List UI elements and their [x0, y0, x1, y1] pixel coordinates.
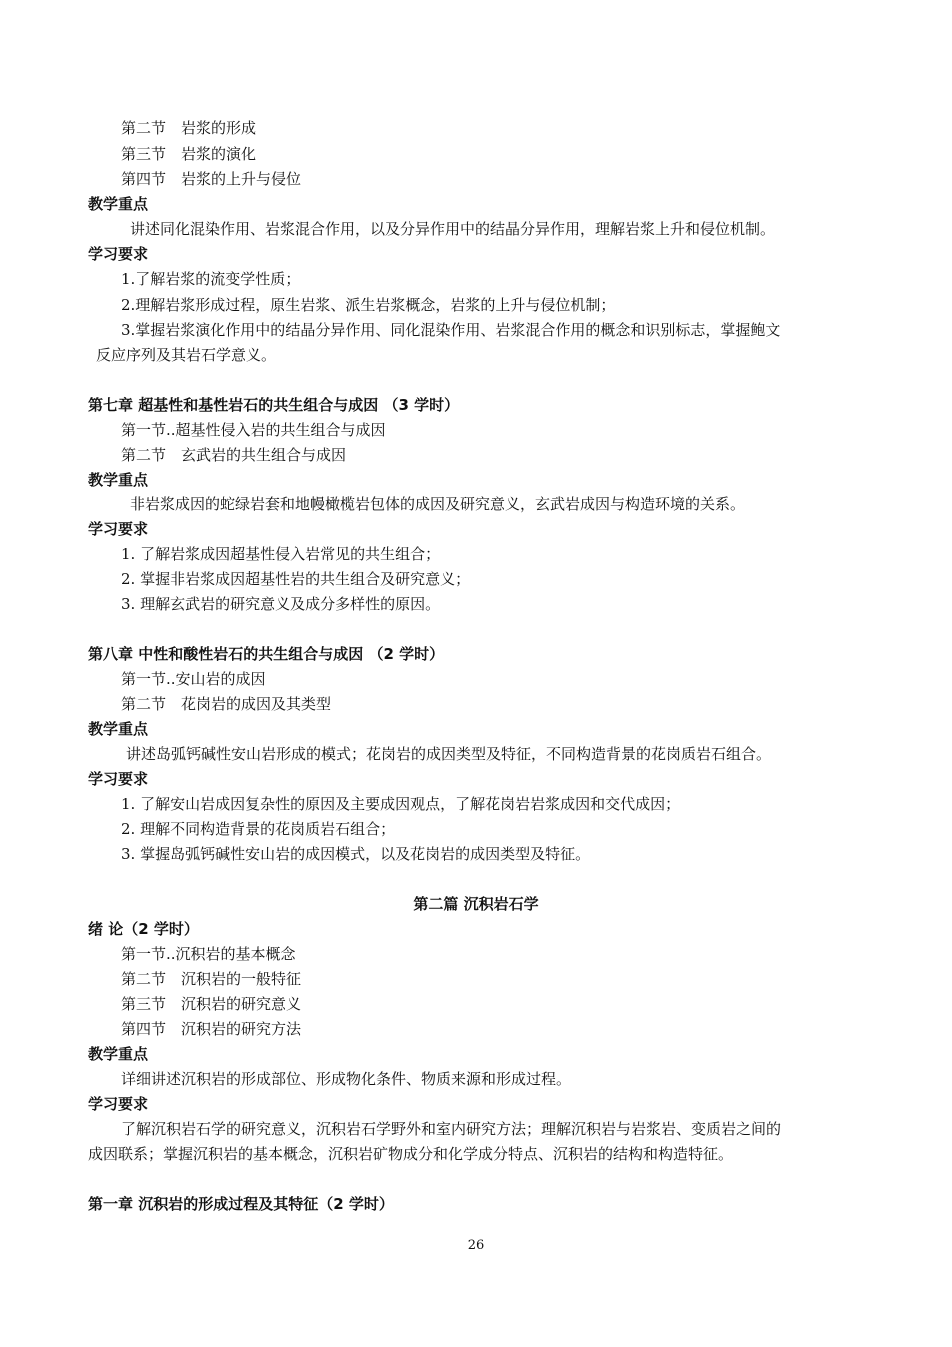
key-points-heading: 教学重点	[88, 1045, 149, 1063]
requirement-item: 反应序列及其岩石学意义。	[96, 346, 277, 364]
requirements-heading: 学习要求	[88, 770, 149, 788]
section-item: 第三节 沉积岩的研究意义	[121, 995, 302, 1013]
key-points-heading: 教学重点	[88, 195, 149, 213]
section-item: 第四节 岩浆的上升与侵位	[121, 170, 302, 188]
chapter-title: 第八章 中性和酸性岩石的共生组合与成因 （2 学时）	[88, 645, 445, 663]
key-points-heading: 教学重点	[88, 471, 149, 489]
requirement-item: 3. 掌握岛弧钙碱性安山岩的成因模式，以及花岗岩的成因类型及特征。	[121, 845, 591, 863]
key-points-text: 详细讲述沉积岩的形成部位、形成物化条件、物质来源和形成过程。	[121, 1070, 572, 1088]
section-item: 第一节..安山岩的成因	[121, 670, 266, 688]
section-item: 第二节 岩浆的形成	[121, 119, 257, 137]
section-item: 第二节 沉积岩的一般特征	[121, 970, 302, 988]
requirement-item: 2. 掌握非岩浆成因超基性岩的共生组合及研究意义；	[121, 570, 471, 588]
section-item: 第四节 沉积岩的研究方法	[121, 1020, 302, 1038]
section-item: 第一节..超基性侵入岩的共生组合与成因	[121, 421, 386, 439]
key-points-text: 讲述岛弧钙碱性安山岩形成的模式；花岗岩的成因类型及特征，不同构造背景的花岗质岩石组合。	[126, 745, 772, 763]
requirement-item: 3. 理解玄武岩的研究意义及成分多样性的原因。	[121, 595, 441, 613]
requirement-item: 1. 了解安山岩成因复杂性的原因及主要成因观点，了解花岗岩岩浆成因和交代成因；	[121, 795, 681, 813]
requirement-item: 2.理解岩浆形成过程，原生岩浆、派生岩浆概念，岩浆的上升与侵位机制；	[121, 296, 616, 314]
intro-title: 绪 论（2 学时）	[88, 920, 199, 938]
section-item: 第三节 岩浆的演化	[121, 145, 257, 163]
requirement-item: 1.了解岩浆的流变学性质；	[121, 270, 301, 288]
requirements-paragraph: 成因联系；掌握沉积岩的基本概念，沉积岩矿物成分和化学成分特点、沉积岩的结构和构造特征。	[88, 1145, 734, 1163]
requirement-item: 1. 了解岩浆成因超基性侵入岩常见的共生组合；	[121, 545, 441, 563]
requirement-item: 2. 理解不同构造背景的花岗质岩石组合；	[121, 820, 396, 838]
requirements-heading: 学习要求	[88, 1095, 149, 1113]
requirements-heading: 学习要求	[88, 245, 149, 263]
section-item: 第二节 花岗岩的成因及其类型	[121, 695, 332, 713]
requirements-paragraph: 了解沉积岩石学的研究意义，沉积岩石学野外和室内研究方法；理解沉积岩与岩浆岩、变质岩之间的	[121, 1120, 782, 1138]
section-item: 第二节 玄武岩的共生组合与成因	[121, 446, 347, 464]
page-number: 26	[467, 1238, 485, 1253]
requirements-heading: 学习要求	[88, 520, 149, 538]
chapter-title: 第一章 沉积岩的形成过程及其特征（2 学时）	[88, 1195, 394, 1213]
chapter-title: 第七章 超基性和基性岩石的共生组合与成因 （3 学时）	[88, 396, 460, 414]
key-points-heading: 教学重点	[88, 720, 149, 738]
requirement-item: 3.掌握岩浆演化作用中的结晶分异作用、同化混染作用、岩浆混合作用的概念和识别标志，掌握鲍文	[121, 321, 781, 339]
part-title: 第二篇 沉积岩石学	[413, 895, 539, 913]
key-points-text: 讲述同化混染作用、岩浆混合作用，以及分异作用中的结晶分异作用，理解岩浆上升和侵位机制。	[130, 220, 776, 238]
section-item: 第一节..沉积岩的基本概念	[121, 945, 296, 963]
key-points-text: 非岩浆成因的蛇绿岩套和地幔橄榄岩包体的成因及研究意义，玄武岩成因与构造环境的关系。	[130, 495, 746, 513]
